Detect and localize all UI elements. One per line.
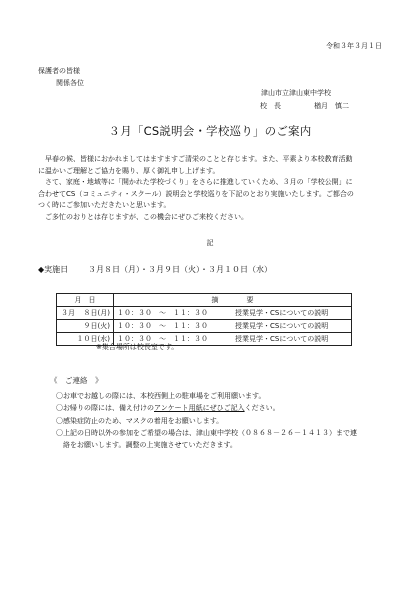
- principal-signature: [260, 102, 349, 110]
- description: 授業見学・CSについての説明: [235, 334, 329, 343]
- principal-title: 校 長: [260, 102, 281, 110]
- schedule-table: [56, 293, 352, 346]
- day: ８日(月): [83, 308, 110, 317]
- school-name: 津山市立津山東中学校: [261, 89, 331, 97]
- description: 授業見学・CSについての説明: [235, 308, 329, 317]
- meeting-place-note: ※集合場所は校長室です。: [96, 343, 179, 351]
- contact-item-parking: 〇お車でお越しの際には、本校西側上の駐車場をご利用願います。: [56, 392, 266, 400]
- body-para1-line1: 早春の候、皆様におかれましてはますますご清栄のことと存じます。また、平素より本校教育活動: [45, 155, 353, 163]
- day: １０日(水): [76, 334, 110, 343]
- survey-text-before: 〇お帰りの際には、備え付けの: [56, 404, 154, 413]
- description: 授業見学・CSについての説明: [235, 321, 329, 330]
- time: １０：３０ ～ １１：３０: [117, 308, 208, 317]
- body-para2-line1: さて、家庭・地域等に「開かれた学校づくり」をさらに推進していくため、３月の「学校公開」に: [45, 178, 353, 187]
- body-para3: ご多忙のおりとは存じますが、この機会にぜひご来校ください。: [45, 212, 248, 221]
- body-para2-line2: 合わせてCS（コミュニティ・スクール）説明会と学校巡りを下記のとおり実施いたします。ご都合の: [38, 189, 354, 198]
- contact-list: [56, 390, 376, 451]
- table-header-summary: 摘 要: [114, 294, 352, 307]
- month: ３月: [61, 309, 75, 317]
- document-title: ３月「CS説明会・学校巡り」のご案内: [108, 124, 312, 138]
- date-cell: [57, 307, 114, 320]
- summary-cell: [114, 320, 352, 333]
- summary-cell: [114, 307, 352, 320]
- body-para1-line2: に温かいご理解とご協力を賜り、厚く御礼申し上げます。: [38, 166, 220, 175]
- contact-item-other-dates-line1: 〇上記の日時以外の参加をご希望の場合は、津山東中学校（０８６８－２６－１４１３）まで連: [56, 428, 357, 437]
- schedule-label: ◆実施日: [38, 265, 69, 274]
- time: １０：３０ ～ １１：３０: [117, 334, 208, 343]
- contact-heading: 《 ご連絡 》: [50, 376, 103, 385]
- survey-text-underlined: アンケート用紙にぜひご記入: [154, 404, 245, 413]
- survey-text-after: ください。: [244, 404, 280, 413]
- issue-date: 令和３年３月１日: [326, 42, 382, 50]
- addressee-related: 関係各位: [56, 79, 84, 87]
- principal-name: 楢月 慎二: [314, 102, 349, 110]
- day: ９日(火): [83, 321, 110, 330]
- body-para2-line3: つく時にご参加いただきたいと思います。: [38, 201, 171, 210]
- table-row: [57, 320, 352, 333]
- ki-heading: 記: [206, 239, 214, 247]
- table-header-date: 月 日: [57, 294, 114, 307]
- time: １０：３０ ～ １１：３０: [117, 321, 208, 330]
- contact-item-mask: 〇感染症防止のため、マスクの着用をお願いします。: [56, 416, 224, 425]
- contact-item-survey: [56, 402, 376, 414]
- addressee-parents: 保護者の皆様: [38, 67, 80, 75]
- schedule-dates: ３月８日（月）・３月９日（火）・３月１０日（水）: [88, 265, 272, 274]
- schedule-line: [38, 265, 272, 274]
- body-text: [38, 154, 392, 224]
- table-row: [57, 307, 352, 320]
- contact-item-other-dates-line2: 絡をお願いします。調整の上実施させていただきます。: [63, 441, 237, 450]
- date-cell: [57, 320, 114, 333]
- table-header-row: [57, 294, 352, 307]
